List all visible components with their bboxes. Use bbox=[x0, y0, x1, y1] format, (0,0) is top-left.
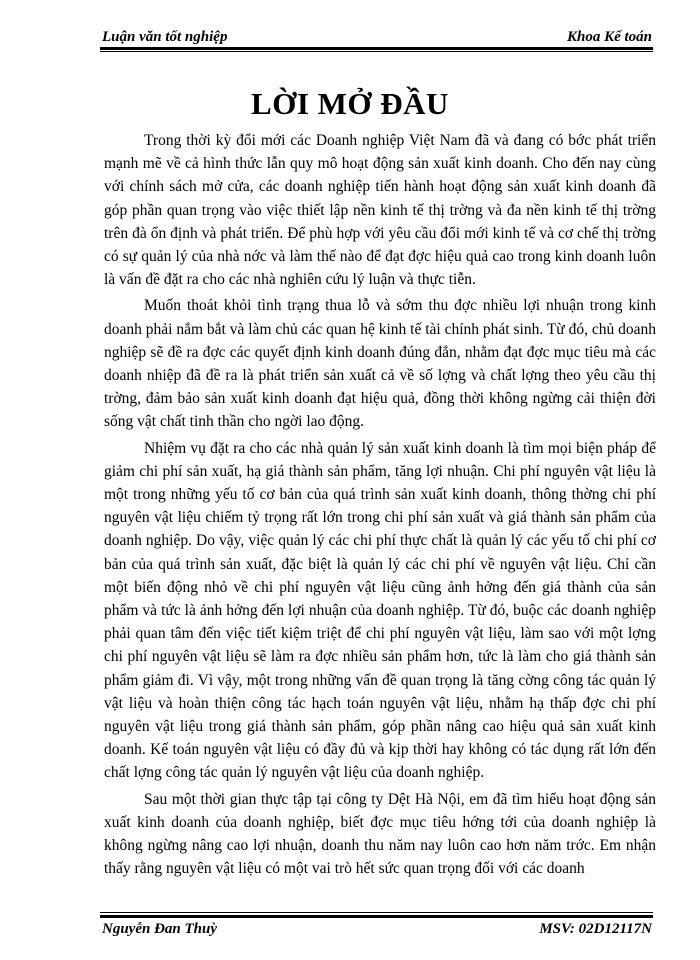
footer-rule-thin bbox=[100, 912, 653, 913]
footer-student-id: MSV: 02D12117N bbox=[539, 921, 652, 937]
page-footer bbox=[100, 920, 652, 942]
header-rule bbox=[100, 47, 653, 50]
paragraph-4: Sau một thời gian thực tập tại công ty Dệt Hà Nội, em đã tìm hiểu hoạt động sản xuất kinh doanh của doanh nghiệp, biết đợc mục tiêu hớng tới của doanh nghiệp là không ngừng nâng cao lợi nhuận, doanh thu năm nay luôn cao hơn năm trớc. Em nhận thấy rằng nguyên vật liệu có một vai trò hết sức quan trọng đối với các doanh bbox=[104, 790, 656, 878]
paragraph-2: Muốn thoát khỏi tình trạng thua lỗ và sớm thu đợc nhiều lợi nhuận trong kinh doanh phải nắm bắt và làm chủ các quan hệ kinh tế tài chính phát sinh. Từ đó, chủ doanh nghiệp sẽ đề ra đợc các quyết định kinh doanh đúng đắn, nhằm đạt đợc mục tiêu mà các doanh nhiệp đã đề ra là phát triển sản xuất cả về số lợng và chất lợng theo yêu cầu thị trờng, đảm bảo sản xuất kinh doanh đạt hiệu quả, đồng thời không ngừng cải thiện đời sống vật chất tinh thần cho ngời lao động. bbox=[104, 297, 656, 431]
page-title: LỜI MỞ ĐẦU bbox=[251, 86, 449, 121]
paragraph-3: Nhiệm vụ đặt ra cho các nhà quản lý sản xuất kinh doanh là tìm mọi biện pháp để giảm chi phí sản xuất, hạ giá thành sản phẩm, tăng lợi nhuận. Chi phí nguyên vật liệu là một trong những yếu tố cơ bản của quá trình sản xuất kinh doanh, thông thờng chi phí nguyên vật liệu chiếm tỷ trọng rất lớn trong chi phí sản xuất và giá thành sản phẩm của doanh nghiệp. Do vậy, việc quản lý các chi phí thực chất là quản lý các yếu tố chi phí cơ bản của quá trình sản xuất, đặc biệt là quản lý các chi phí về nguyên vật liệu. Chỉ cần một biến động nhỏ về chi phí nguyên vật liệu cũng ảnh hởng đến giá thành của sản phẩm và tức là ảnh hởng đến lợi nhuận của doanh nghiệp. Từ đó, buộc các doanh nghiệp phải quan tâm đến việc tiết kiệm triệt để chi phí nguyên vật liệu, làm sao với một lợng chi phí nguyên vật liệu sẽ làm ra đợc nhiều sản phẩm hơn, tức là làm cho giá thành sản phẩm giảm đi. Vì vậy, một trong những vấn đề quan trọng là tăng cờng công tác quản lý vật liệu và hoàn thiện công tác hạch toán nguyên vật liệu, nhằm hạ thấp đợc chi phí nguyên vật liệu trong giá thành sản phẩm, góp phần nâng cao hiệu quả sản xuất kinh doanh. Kế toán nguyên vật liệu có đầy đủ và kịp thời hay không có tác dụng rất lớn đến chất lợng công tác quản lý nguyên vật liệu của doanh nghiệp. bbox=[104, 439, 656, 782]
body-text bbox=[104, 129, 656, 884]
header-thesis-label: Luận văn tốt nghiệp bbox=[102, 29, 228, 45]
footer-author: Nguyễn Đan Thuỳ bbox=[102, 921, 218, 937]
paragraph-1: Trong thời kỳ đổi mới các Doanh nghiệp Việt Nam đã và đang có bớc phát triển mạnh mẽ về cả hình thức lẫn quy mô hoạt động sản xuất kinh doanh. Cho đến nay cùng với chính sách mở cửa, các doanh nghiệp tiến hành hoạt động sản xuất kinh doanh đã góp phần quan trọng vào việc thiết lập nền kinh tế thị trờng và đa nền kinh tế thị trờng trên đà ổn định và phát triển. Để phù hợp với yêu cầu đổi mới kinh tế và cơ chế thị trờng có sự quản lý của nhà nớc và làm thế nào để đạt đợc hiệu quả cao trong kinh doanh luôn là vấn đề đặt ra cho các nhà nghiên cứu lý luận và thực tiễn. bbox=[104, 132, 656, 289]
page-header bbox=[100, 27, 652, 49]
header-rule-thin bbox=[100, 51, 653, 52]
header-faculty-label: Khoa Kế toán bbox=[566, 29, 652, 45]
footer-rule bbox=[100, 915, 653, 918]
